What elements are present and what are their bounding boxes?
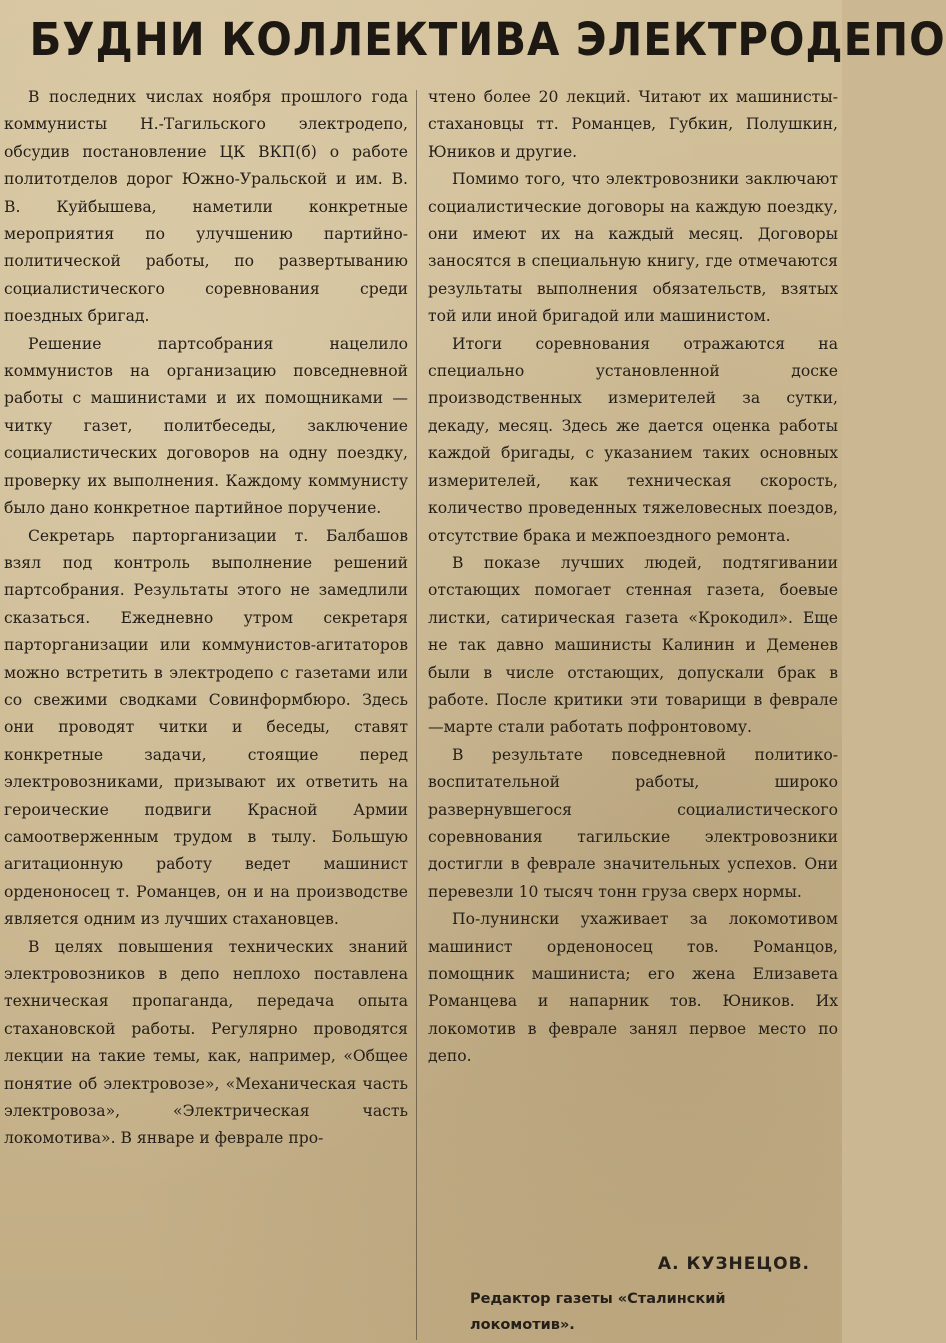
paragraph: Помимо того, что электровозники заключают социалистические договоры на каждую поездку, они имеют их на каждый месяц. Договоры заносятся в специальную книгу, где отмечаются результаты выполнения обязательств, взятых той или иной бригадой или машинистом. xyxy=(428,170,838,326)
paragraph: В результате повседневной политико-воспитательной работы, широко развернувшегося социалистического соревнования тагильские электровозники достигли в феврале значительных успехов. Они перевезли 10 тысяч тонн груза сверх нормы. xyxy=(428,745,838,901)
paragraph: В целях повышения технических знаний электровозников в депо неплохо поставлена техническая пропаганда, передача опыта стахановской работы. Регулярно проводятся лекции на такие темы, как, например, «Общее понятие об электровозе», «Механическая часть электровоза», «Электрическая часть локомотива». В январе и феврале про- xyxy=(4,937,408,1148)
editor-credit: Редактор газеты «Сталинский локомотив». xyxy=(470,1291,726,1333)
paragraph: Итоги соревнования отражаются на специально установленной доске производственных измерителей за сутки, декаду, месяц. Здесь же дается оценка работы каждой бригады, с указанием таких основных измерителей, как техническая скорость, количество проведенных тяжеловесных поездов, отсутствие брака и межпоездного ремонта. xyxy=(428,334,838,545)
paragraph: По-лунински ухаживает за локомотивом машинист орденоносец тов. Романцов, помощник машиниста; его жена Елизавета Романцева и напарник тов. Юников. Их локомотив в феврале занял первое место по депо. xyxy=(428,910,838,1066)
paragraph: В показе лучших людей, подтягивании отстающих помогает стенная газета, боевые листки, сатирическая газета «Крокодил». Еще не так давно машинисты Калинин и Деменев были в числе отстающих, допускали брак в работе. После критики эти товарищи в феврале—марте стали работать пофронтовому. xyxy=(428,553,838,737)
column-divider xyxy=(416,90,417,1340)
paragraph: Решение партсобрания нацелило коммунистов на организацию повседневной работы с машинистами и их помощниками — читку газет, политбеседы, заключение социалистических договоров на одну поездку, проверку их выполнения. Каждому коммунисту было дано конкретное партийное поручение. xyxy=(4,334,408,518)
paragraph: Секретарь парторганизации т. Балбашов взял под контроль выполнение решений партсобрания. Результаты этого не замедлили сказаться. Ежедневно утром секретаря парторганизации или коммунистов-агитаторов можно встретить в электродепо с газетами или со свежими сводками Совинформбюро. Здесь они проводят читки и беседы, ставят конкретные задачи, стоящие перед электровозниками, призывают их ответить на героические подвиги Красной Армии самоотверженным трудом в тылу. Большую агитационную работу ведет машинист орденоносец т. Романцев, он и на производстве является одним из лучших стахановцев. xyxy=(4,526,408,929)
paragraph: чтено более 20 лекций. Читают их машинисты-стахановцы тт. Романцев, Губкин, Полушкин, Юников и другие. xyxy=(428,88,838,161)
paragraph: В последних числах ноября прошлого года коммунисты Н.-Тагильского электродепо, обсудив постановление ЦК ВКП(б) о работе политотделов дорог Южно-Уральской и им. В. В. Куйбышева, наметили конкретные мероприятия по улучшению партийно-политической работы, по развертыванию социалистического соревнования среди поездных бригад. xyxy=(4,88,408,326)
article-headline: БУДНИ КОЛЛЕКТИВА ЭЛЕКТРОДЕПО xyxy=(29,13,946,66)
author-signature: А. КУЗНЕЦОВ. xyxy=(657,1254,810,1274)
right-column xyxy=(428,84,838,1071)
left-column xyxy=(4,84,408,1153)
